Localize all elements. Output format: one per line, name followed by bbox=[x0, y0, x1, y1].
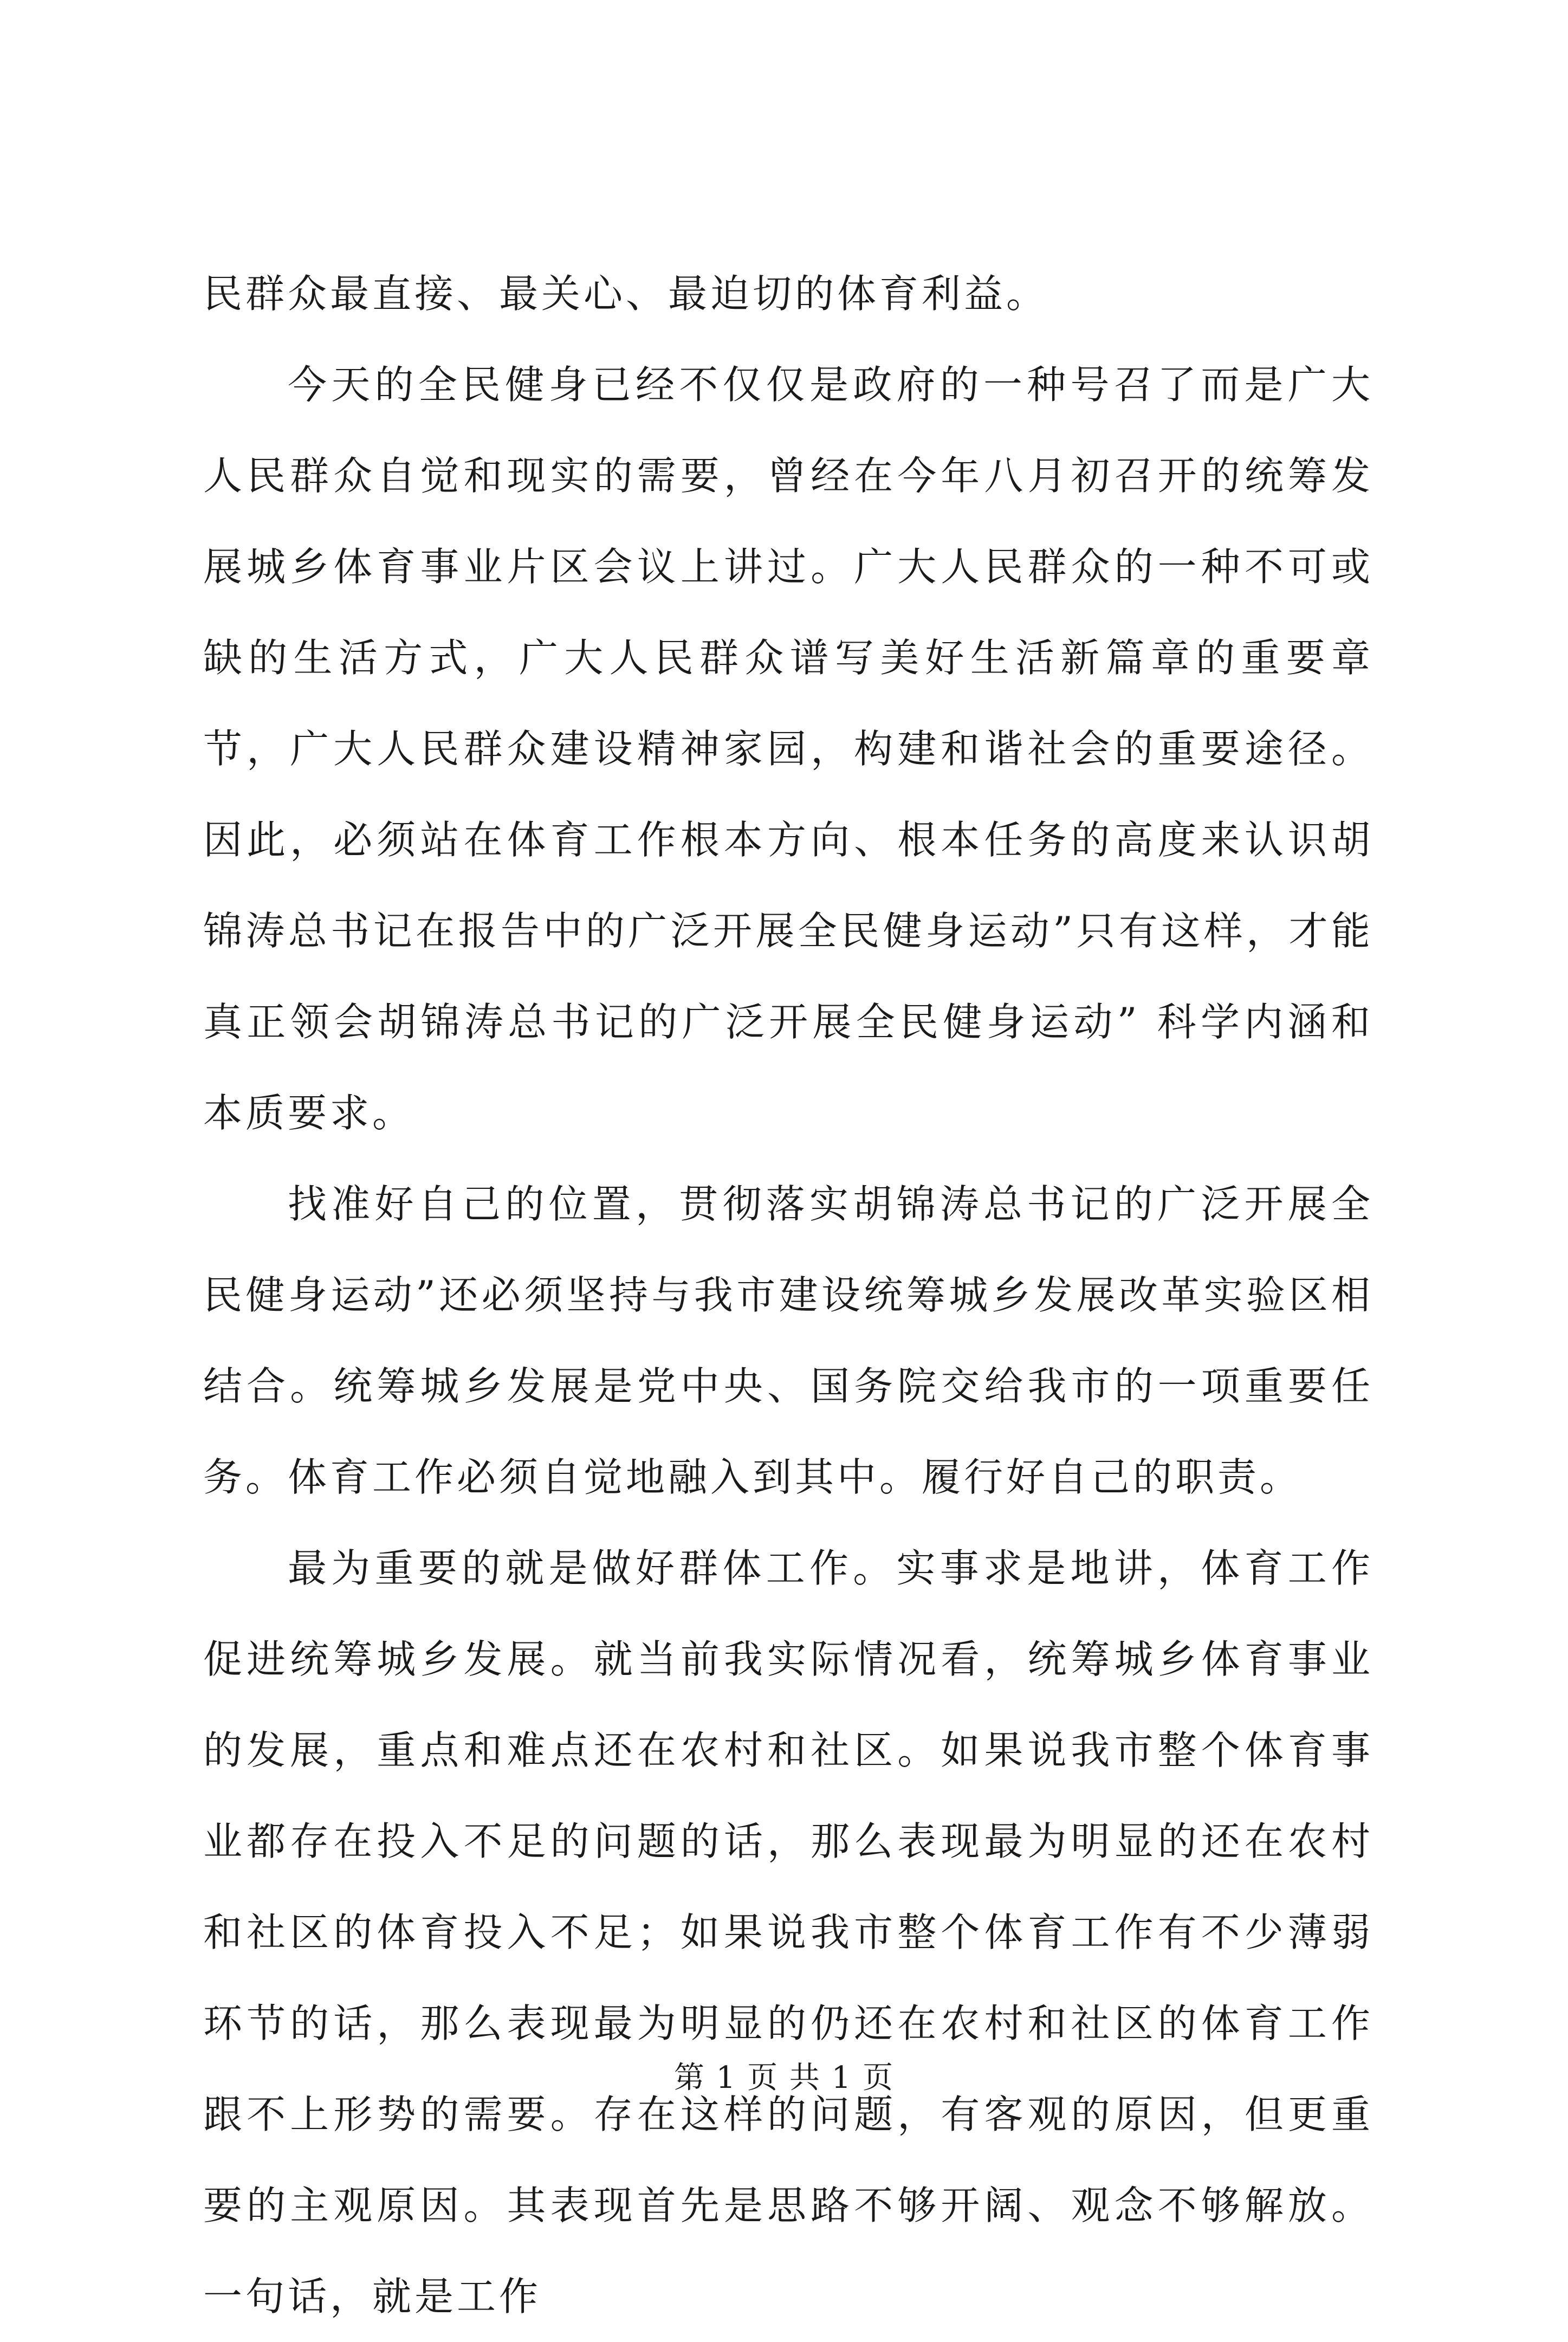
page-number-footer: 第 1 页 共 1 页 bbox=[673, 2060, 895, 2095]
paragraph: 今天的全民健身已经不仅仅是政府的一种号召了而是广大人民群众自觉和现实的需要，曾经在今年八月初召开的统筹发展城乡体育事业片区会议上讲过。广大人民群众的一种不可或缺的生活方式，广大人民群众谱写美好生活新篇章的重要章节，广大人民群众建设精神家园，构建和谐社会的重要途径。因此，必须站在体育工作根本方向、根本任务的高度来认识胡锦涛总书记在报告中的广泛开展全民健身运动”只有这样，才能真正领会胡锦涛总书记的广泛开展全民健身运动” 科学内涵和本质要求。 bbox=[203, 362, 1373, 1136]
paragraph: 找准好自己的位置，贯彻落实胡锦涛总书记的广泛开展全民健身运动”还必须坚持与我市建设统筹城乡发展改革实验区相结合。统筹城乡发展是党中央、国务院交给我市的一项重要任务。体育工作必须自觉地融入到其中。履行好自己的职责。 bbox=[203, 1181, 1373, 1500]
document-body bbox=[203, 248, 1373, 2342]
paragraph-continuation: 民群众最直接、最关心、最迫切的体育利益。 bbox=[203, 271, 1049, 316]
paragraph: 最为重要的就是做好群体工作。实事求是地讲，体育工作促进统筹城乡发展。就当前我实际情况看，统筹城乡体育事业的发展，重点和难点还在农村和社区。如果说我市整个体育事业都存在投入不足的问题的话，那么表现最为明显的还在农村和社区的体育投入不足；如果说我市整个体育工作有不少薄弱环节的话，那么表现最为明显的仍还在农村和社区的体育工作跟不上形势的需要。存在这样的问题，有客观的原因，但更重要的主观原因。其表现首先是思路不够开阔、观念不够解放。一句话，就是工作 bbox=[203, 1545, 1373, 2319]
